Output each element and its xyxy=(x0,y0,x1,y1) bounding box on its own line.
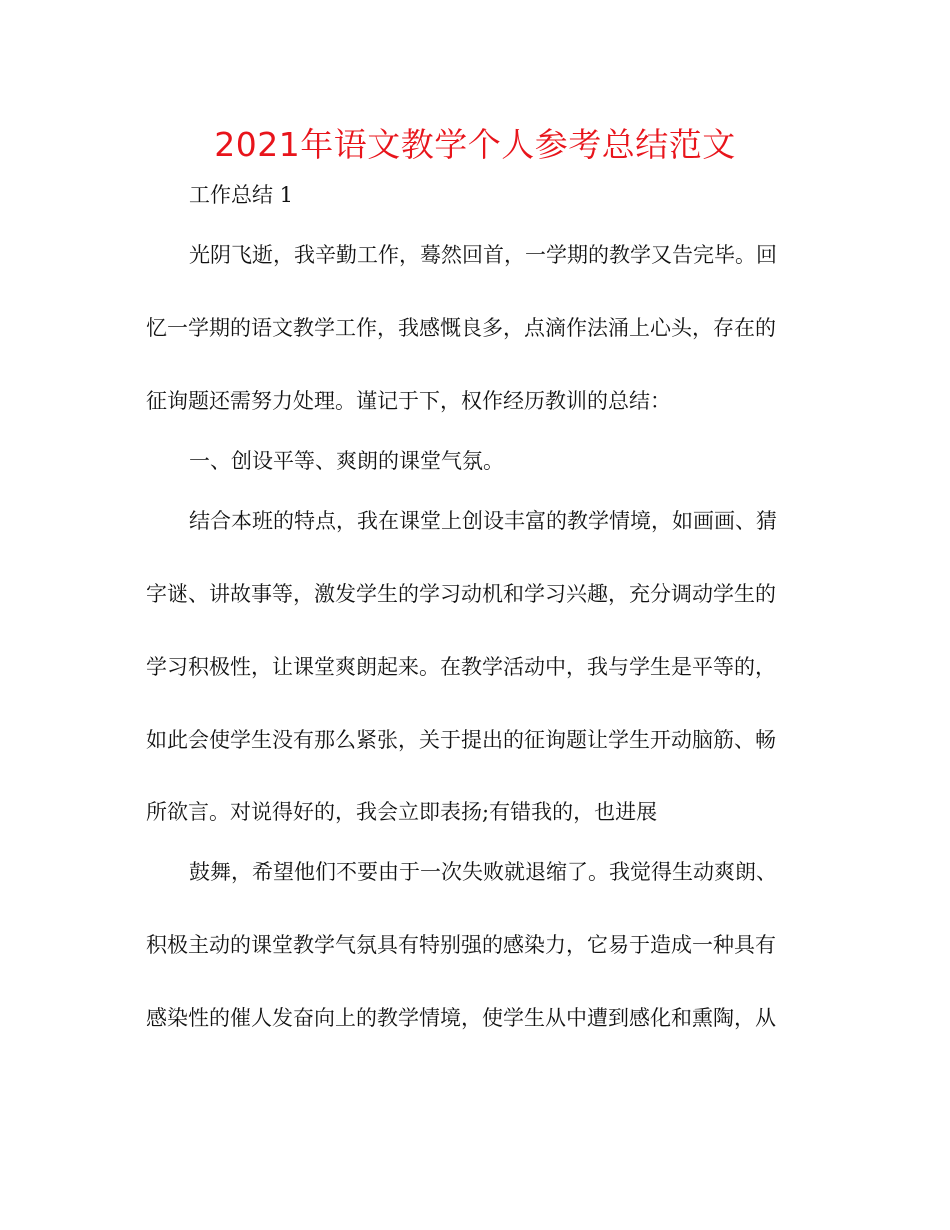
paragraph-line: 忆一学期的语文教学工作，我感慨良多，点滴作法涌上心头，存在的 xyxy=(146,316,776,340)
paragraph-line: 积极主动的课堂教学气氛具有特别强的感染力，它易于造成一种具有 xyxy=(146,933,776,957)
section-heading: 工作总结 1 xyxy=(189,183,294,207)
paragraph-line: 学习积极性，让课堂爽朗起来。在教学活动中，我与学生是平等的， xyxy=(146,655,776,679)
paragraph-line: 光阴飞逝，我辛勤工作，蓦然回首，一学期的教学又告完毕。回 xyxy=(189,243,777,267)
document-title: 2021年语文教学个人参考总结范文 xyxy=(214,125,736,164)
paragraph-line: 结合本班的特点，我在课堂上创设丰富的教学情境，如画画、猜 xyxy=(189,509,777,533)
paragraph-line: 所欲言。对说得好的，我会立即表扬;有错我的，也进展 xyxy=(146,800,658,824)
subheading-line: 一、创设平等、爽朗的课堂气氛。 xyxy=(189,449,504,473)
paragraph-line: 感染性的催人发奋向上的教学情境，使学生从中遭到感化和熏陶，从 xyxy=(146,1006,776,1030)
paragraph-line: 鼓舞，希望他们不要由于一次失败就退缩了。我觉得生动爽朗、 xyxy=(189,860,777,884)
paragraph-line: 字谜、讲故事等，激发学生的学习动机和学习兴趣，充分调动学生的 xyxy=(146,582,776,606)
paragraph-line: 如此会使学生没有那么紧张，关于提出的征询题让学生开动脑筋、畅 xyxy=(146,728,776,752)
paragraph-line: 征询题还需努力处理。谨记于下，权作经历教训的总结： xyxy=(146,389,671,413)
